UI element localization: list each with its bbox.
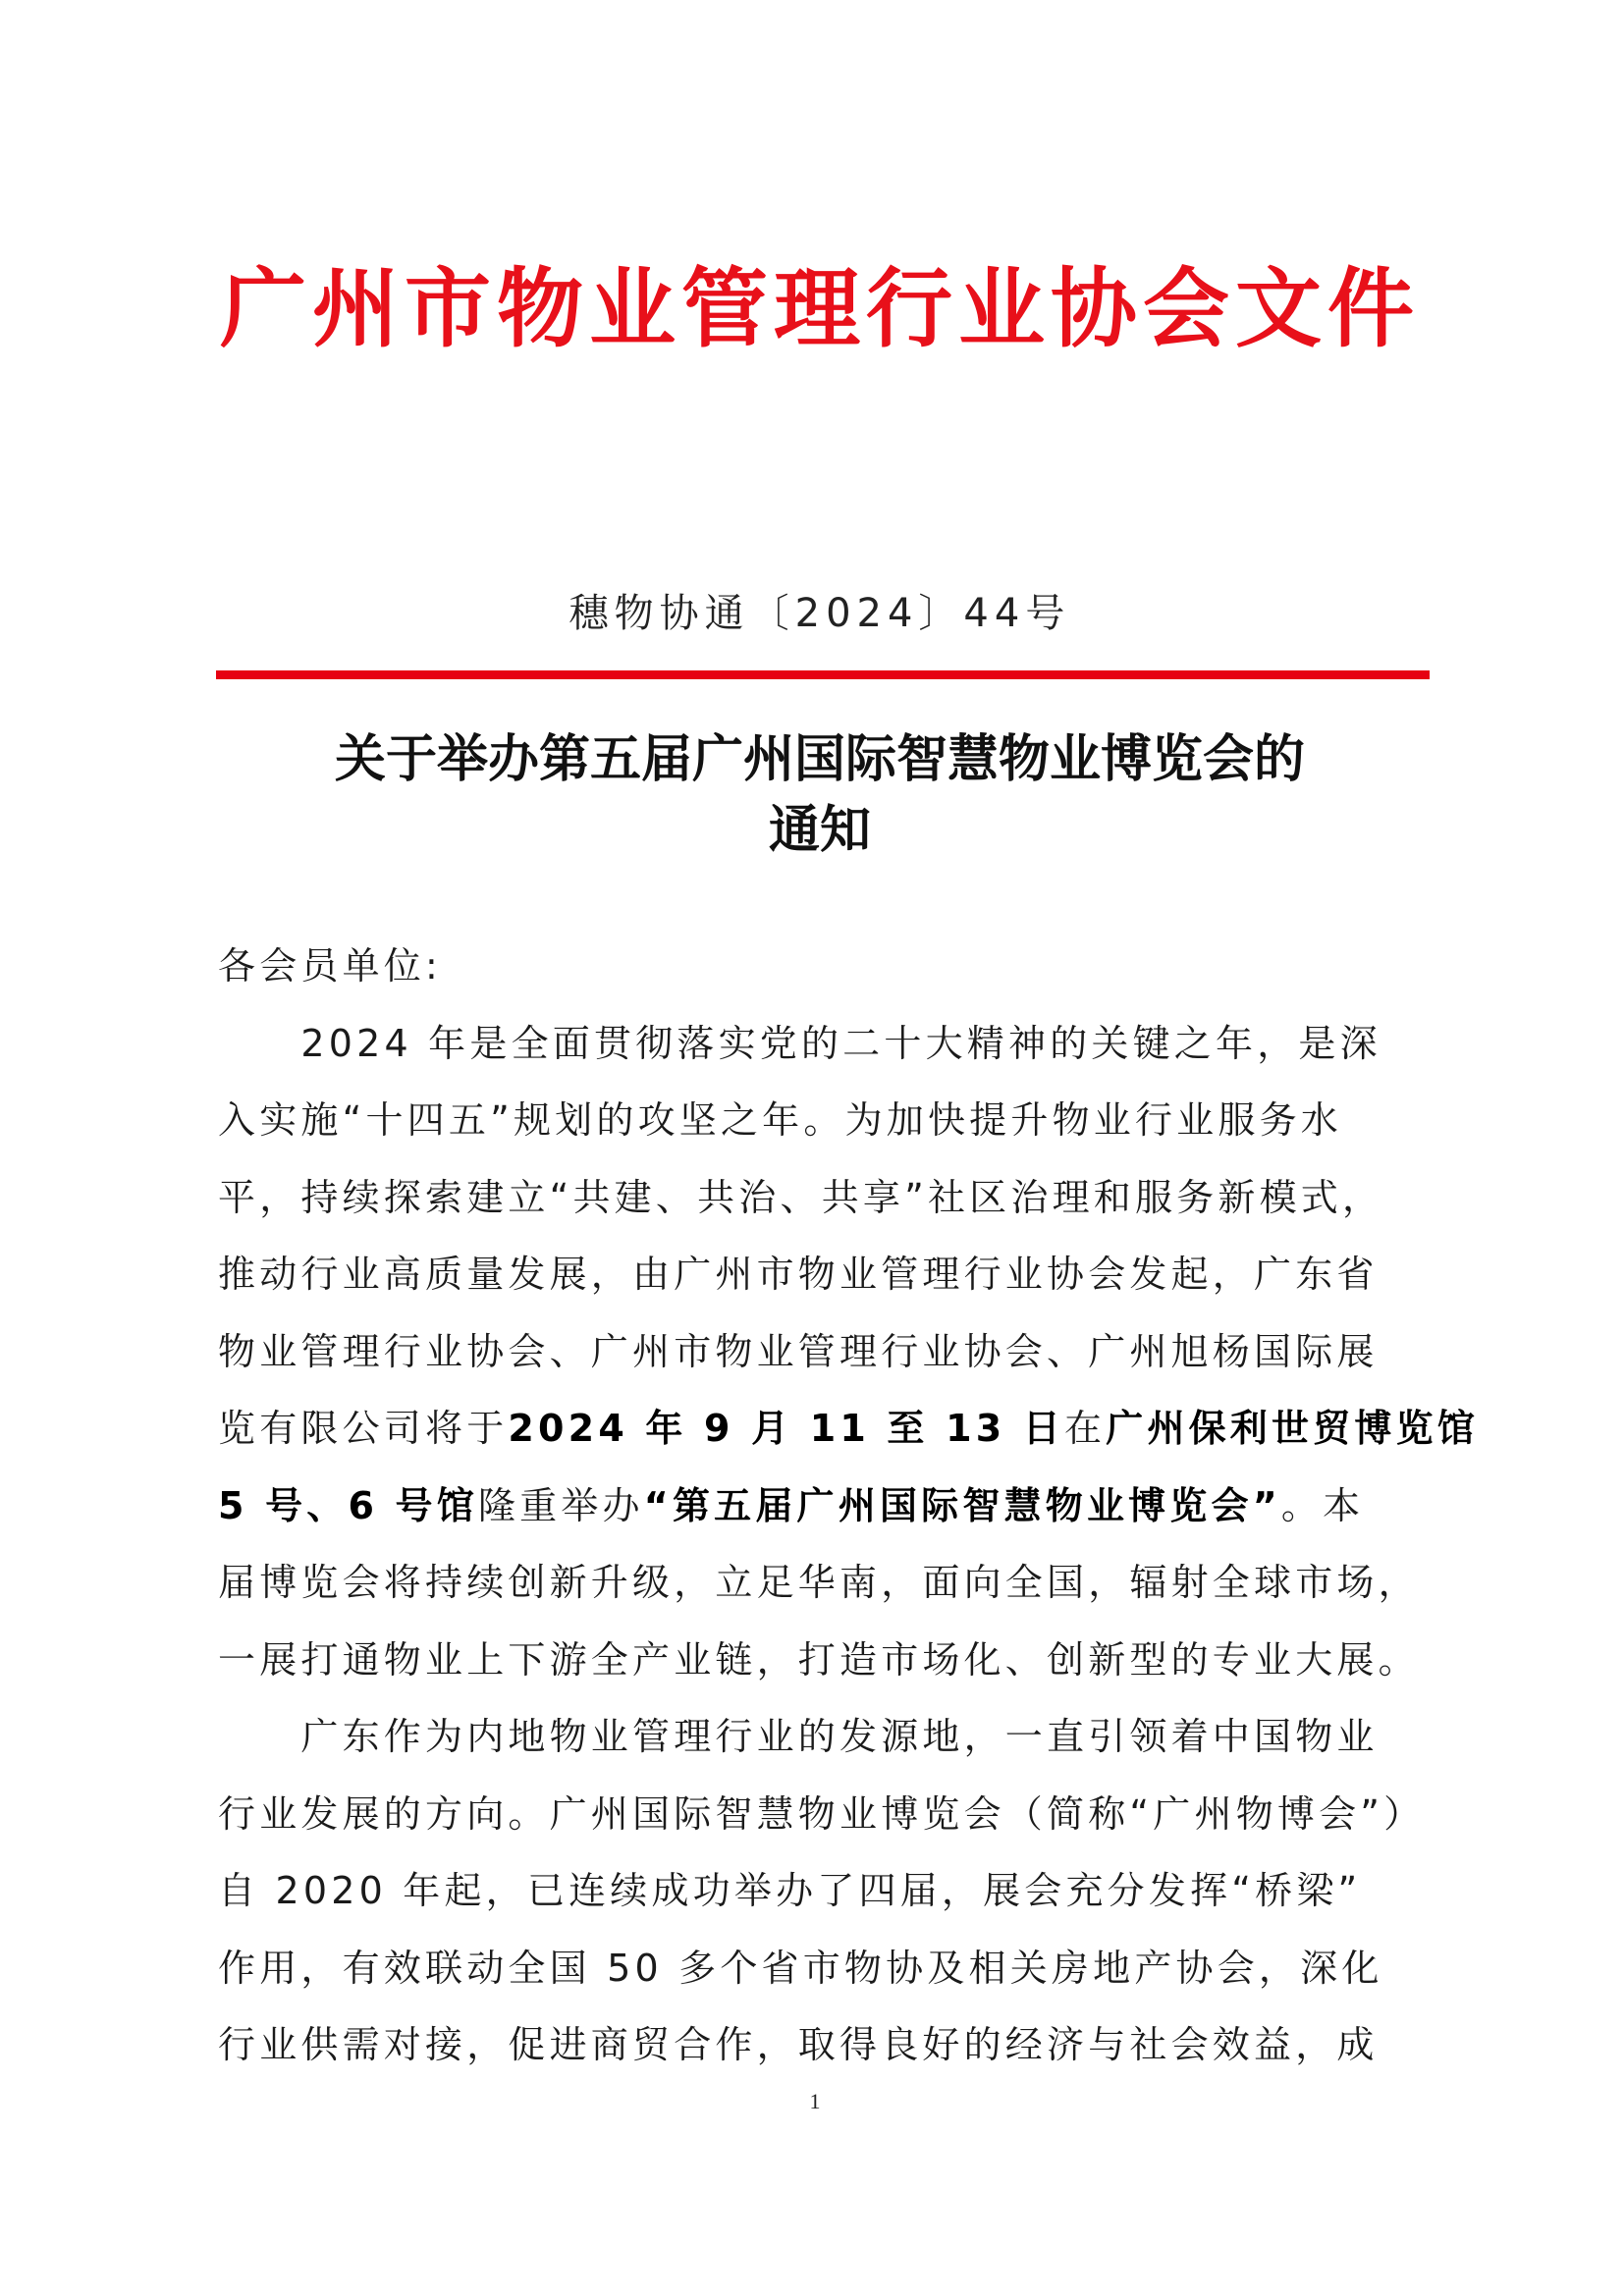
body-text-segment: 推动行业高质量发展，由广州市物业管理行业协会发起，广东省	[218, 1253, 1379, 1296]
body-text-segment: 在	[1063, 1407, 1107, 1450]
notice-title-line-1: 关于举办第五届广州国际智慧物业博览会的	[334, 729, 1305, 789]
body-line	[218, 1776, 1424, 1853]
salutation: 各会员单位:	[218, 944, 443, 988]
emphasized-text: 5 号、6 号馆	[218, 1483, 478, 1527]
body-text-segment: 广东作为内地物业管理行业的发源地，一直引领着中国物业	[218, 1715, 1379, 1758]
body-line	[218, 1852, 1424, 1930]
body-line	[218, 1930, 1424, 2007]
body-text-segment: 届博览会将持续创新升级，立足华南，面向全国，辐射全球市场，	[218, 1561, 1420, 1604]
body-text-segment: 平，持续探索建立“共建、共治、共享”社区治理和服务新模式，	[218, 1175, 1384, 1219]
body-text-segment: 自 2020 年起，已连续成功举办了四届，展会充分发挥“桥梁”	[218, 1869, 1362, 1912]
body-line	[218, 1082, 1424, 1159]
emphasized-text: “第五届广州国际智慧物业博览会”	[643, 1483, 1281, 1527]
body-text-segment: 入实施“十四五”规划的攻坚之年。为加快提升物业行业服务水	[218, 1098, 1342, 1142]
document-number: 穗物协通〔2024〕44号	[568, 591, 1071, 636]
body-text-segment: 行业供需对接，促进商贸合作，取得良好的经济与社会效益，成	[218, 2023, 1379, 2066]
body-line	[218, 1236, 1424, 1313]
body-text-segment: 作用，有效联动全国 50 多个省市物协及相关房地产协会，深化	[218, 1946, 1383, 1990]
notice-body	[218, 928, 1479, 2084]
notice-title-line-2: 通知	[768, 800, 871, 860]
body-text-segment: 物业管理行业协会、广州市物业管理行业协会、广州旭杨国际展	[218, 1329, 1379, 1373]
body-lines	[218, 1005, 1479, 2084]
body-line	[218, 1544, 1424, 1622]
body-line	[218, 1005, 1424, 1083]
body-line	[218, 1468, 1424, 1545]
page-number: 1	[809, 2089, 821, 2113]
body-line	[218, 1622, 1424, 1699]
body-text-segment: 行业发展的方向。广州国际智慧物业博览会（简称“广州物博会”）	[218, 1791, 1426, 1836]
issuing-organization-header: 广州市物业管理行业协会文件	[219, 257, 1420, 359]
notice-title	[206, 724, 1434, 866]
body-text-segment: 。本	[1280, 1483, 1365, 1527]
emphasized-text: 广州保利世贸博览馆	[1106, 1407, 1479, 1450]
body-text-segment: 2024 年是全面贯彻落实党的二十大精神的关键之年，是深	[218, 1021, 1381, 1065]
body-text-segment: 隆重举办	[477, 1483, 644, 1527]
body-text-segment: 览有限公司将于	[218, 1407, 509, 1450]
body-line	[218, 1159, 1424, 1237]
body-line	[218, 1698, 1424, 1776]
body-line	[218, 1313, 1424, 1391]
body-text-segment: 一展打通物业上下游全产业链，打造市场化、创新型的专业大展。	[218, 1637, 1420, 1682]
red-divider-rule	[216, 670, 1430, 679]
emphasized-text: 2024 年 9 月 11 至 13 日	[508, 1407, 1064, 1450]
body-line	[218, 2006, 1424, 2084]
body-line	[218, 1390, 1479, 1468]
